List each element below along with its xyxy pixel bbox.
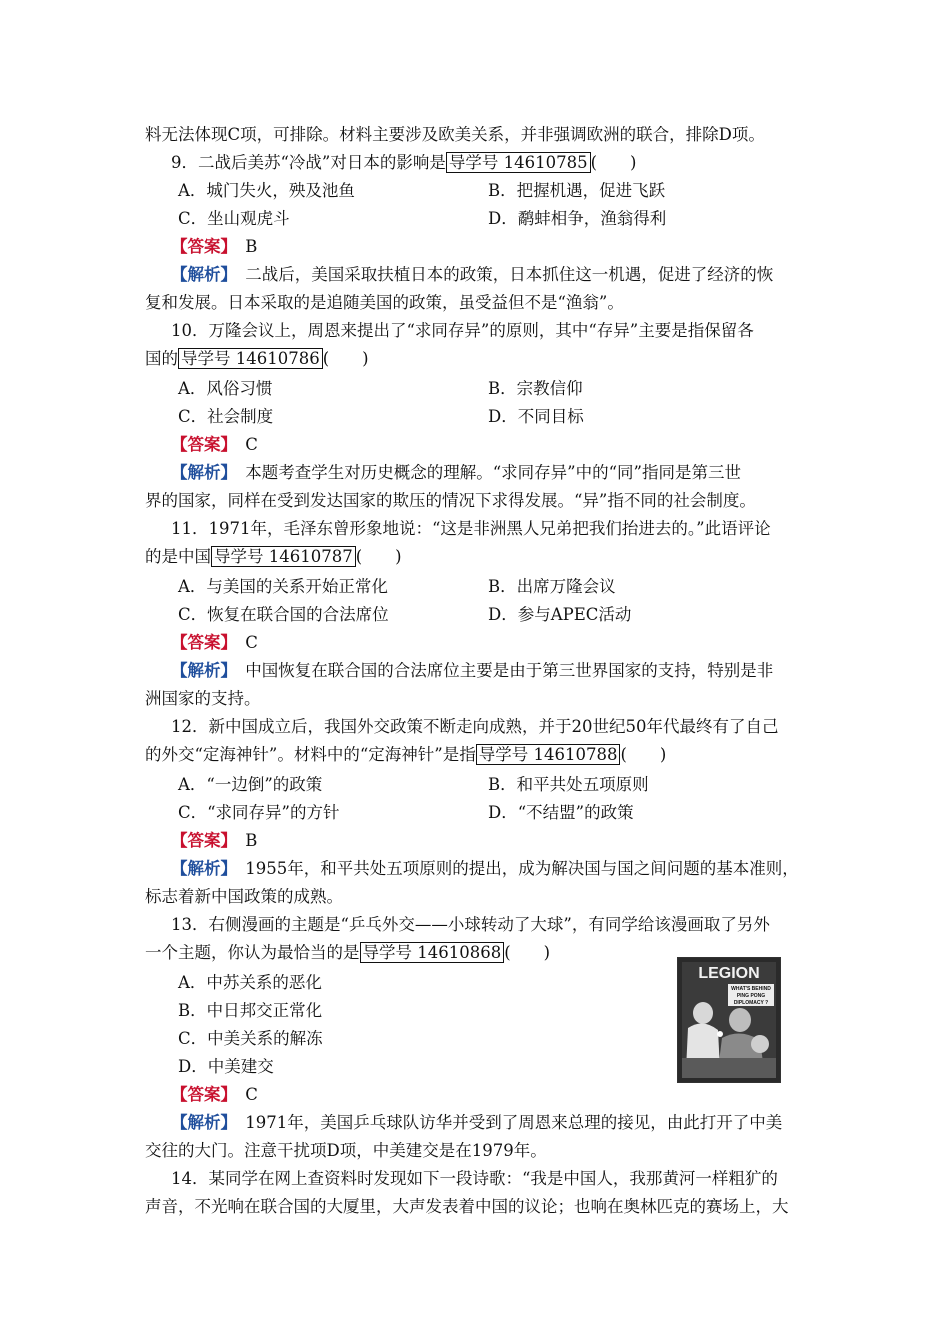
question-text: 的是中国 xyxy=(145,547,211,566)
question-text: 9．二战后美苏“冷战”对日本的影响是 xyxy=(171,153,446,172)
analysis-line xyxy=(171,462,741,484)
answer-label: 【答案】 xyxy=(171,1085,229,1104)
guide-number-box: 导学号 14610788 xyxy=(476,744,621,765)
question-text-cont xyxy=(145,942,550,964)
answer-value: C xyxy=(228,435,258,454)
answer-label: 【答案】 xyxy=(171,831,229,850)
option-a: A．中苏关系的恶化 xyxy=(178,973,322,992)
option-a: A．与美国的关系开始正常化 xyxy=(178,577,388,596)
text-line: 声音，不光响在联合国的大厦里，大声发表着中国的议论；也响在奥林匹克的赛场上，大 xyxy=(145,1197,789,1216)
option-a: A．风俗习惯 xyxy=(178,379,273,398)
text-line: 洲国家的支持。 xyxy=(145,689,261,708)
answer-label: 【答案】 xyxy=(171,237,229,256)
analysis-label: 【解析】 xyxy=(171,265,229,284)
analysis-label: 【解析】 xyxy=(171,859,229,878)
guide-number-box: 导学号 14610785 xyxy=(446,152,591,173)
analysis-line xyxy=(171,264,773,286)
analysis-text: 本题考查学生对历史概念的理解。“求同存异”中的“同”指同是第三世 xyxy=(228,463,741,482)
cartoon-image xyxy=(677,957,781,1083)
question-text-cont xyxy=(145,348,369,370)
option-d: D．鹬蚌相争，渔翁得利 xyxy=(488,209,667,228)
option-d: D．中美建交 xyxy=(178,1057,274,1076)
text-line: 界的国家，同样在受到发达国家的欺压的情况下求得发展。“异”指不同的社会制度。 xyxy=(145,491,756,510)
option-c: C．社会制度 xyxy=(178,407,274,426)
guide-number-box: 导学号 14610786 xyxy=(178,348,323,369)
option-c: C．恢复在联合国的合法席位 xyxy=(178,605,389,624)
answer-value: C xyxy=(228,633,258,652)
text-line: 交往的大门。注意干扰项D项，中美建交是在1979年。 xyxy=(145,1141,547,1160)
question-9 xyxy=(171,152,636,174)
cartoon-caption-3: DIPLOMACY ? xyxy=(733,1000,769,1006)
answer-blank: ( ) xyxy=(322,349,369,368)
option-d: D．参与APEC活动 xyxy=(488,605,632,624)
answer-blank: ( ) xyxy=(620,745,667,764)
answer-blank: ( ) xyxy=(590,153,637,172)
analysis-label: 【解析】 xyxy=(171,463,229,482)
option-c: C．坐山观虎斗 xyxy=(178,209,290,228)
guide-number-box: 导学号 14610868 xyxy=(360,942,505,963)
cartoon-masthead: LEGION xyxy=(698,965,760,982)
option-a: A．城门失火，殃及池鱼 xyxy=(178,181,355,200)
answer-label: 【答案】 xyxy=(171,633,229,652)
question-13: 13．右侧漫画的主题是“乒乓外交——小球转动了大球”，有同学给该漫画取了另外 xyxy=(171,915,770,934)
answer-label: 【答案】 xyxy=(171,435,229,454)
option-b: B．把握机遇，促进飞跃 xyxy=(488,181,666,200)
text-line: 料无法体现C项，可排除。材料主要涉及欧美关系，并非强调欧洲的联合，排除D项。 xyxy=(145,125,765,144)
text-line: 标志着新中国政策的成熟。 xyxy=(145,887,343,906)
question-14: 14．某同学在网上查资料时发现如下一段诗歌：“我是中国人，我那黄河一样粗犷的 xyxy=(171,1169,778,1188)
analysis-label: 【解析】 xyxy=(171,661,229,680)
analysis-text: 1955年，和平共处五项原则的提出，成为解决国与国之间问题的基本准则， xyxy=(228,859,799,878)
question-text: 国的 xyxy=(145,349,178,368)
text-line: 复和发展。日本采取的是追随美国的政策，虽受益但不是“渔翁”。 xyxy=(145,293,624,312)
analysis-line xyxy=(171,858,799,880)
option-c: C．“求同存异”的方针 xyxy=(178,803,340,822)
answer-line xyxy=(171,632,258,654)
cartoon-caption-2: PING PONG xyxy=(736,993,766,999)
analysis-text: 中国恢复在联合国的合法席位主要是由于第三世界国家的支持，特别是非 xyxy=(228,661,774,680)
option-b: B．出席万隆会议 xyxy=(488,577,616,596)
question-11: 11．1971年，毛泽东曾形象地说：“这是非洲黑人兄弟把我们抬进去的。”此语评论 xyxy=(171,519,771,538)
analysis-line xyxy=(171,1112,782,1134)
option-c: C．中美关系的解冻 xyxy=(178,1029,323,1048)
option-d: D．不同目标 xyxy=(488,407,584,426)
answer-blank: ( ) xyxy=(355,547,402,566)
guide-number-box: 导学号 14610787 xyxy=(211,546,356,567)
analysis-line xyxy=(171,660,773,682)
question-10: 10．万隆会议上，周恩来提出了“求同存异”的原则，其中“存异”主要是指保留各 xyxy=(171,321,754,340)
analysis-label: 【解析】 xyxy=(171,1113,229,1132)
question-text-cont xyxy=(145,546,402,568)
answer-line xyxy=(171,236,257,258)
option-b: B．和平共处五项原则 xyxy=(488,775,649,794)
question-text-cont xyxy=(145,744,666,766)
question-text: 的外交“定海神针”。材料中的“定海神针”是指 xyxy=(145,745,476,764)
option-d: D．“不结盟”的政策 xyxy=(488,803,634,822)
option-b: B．中日邦交正常化 xyxy=(178,1001,323,1020)
answer-value: B xyxy=(228,237,258,256)
analysis-text: 二战后，美国采取扶植日本的政策，日本抓住这一机遇，促进了经济的恢 xyxy=(228,265,774,284)
option-b: B．宗教信仰 xyxy=(488,379,583,398)
analysis-text: 1971年，美国乒乓球队访华并受到了周恩来总理的接见，由此打开了中美 xyxy=(228,1113,783,1132)
option-a: A．“一边倒”的政策 xyxy=(178,775,323,794)
answer-value: C xyxy=(228,1085,258,1104)
question-12: 12．新中国成立后，我国外交政策不断走向成熟，并于20世纪50年代最终有了自己 xyxy=(171,717,779,736)
question-text: 一个主题，你认为最恰当的是 xyxy=(145,943,360,962)
answer-line xyxy=(171,434,258,456)
answer-line xyxy=(171,830,257,852)
cartoon-caption-1: WHAT'S BEHIND xyxy=(731,986,771,992)
answer-line xyxy=(171,1084,258,1106)
answer-value: B xyxy=(228,831,258,850)
answer-blank: ( ) xyxy=(504,943,551,962)
